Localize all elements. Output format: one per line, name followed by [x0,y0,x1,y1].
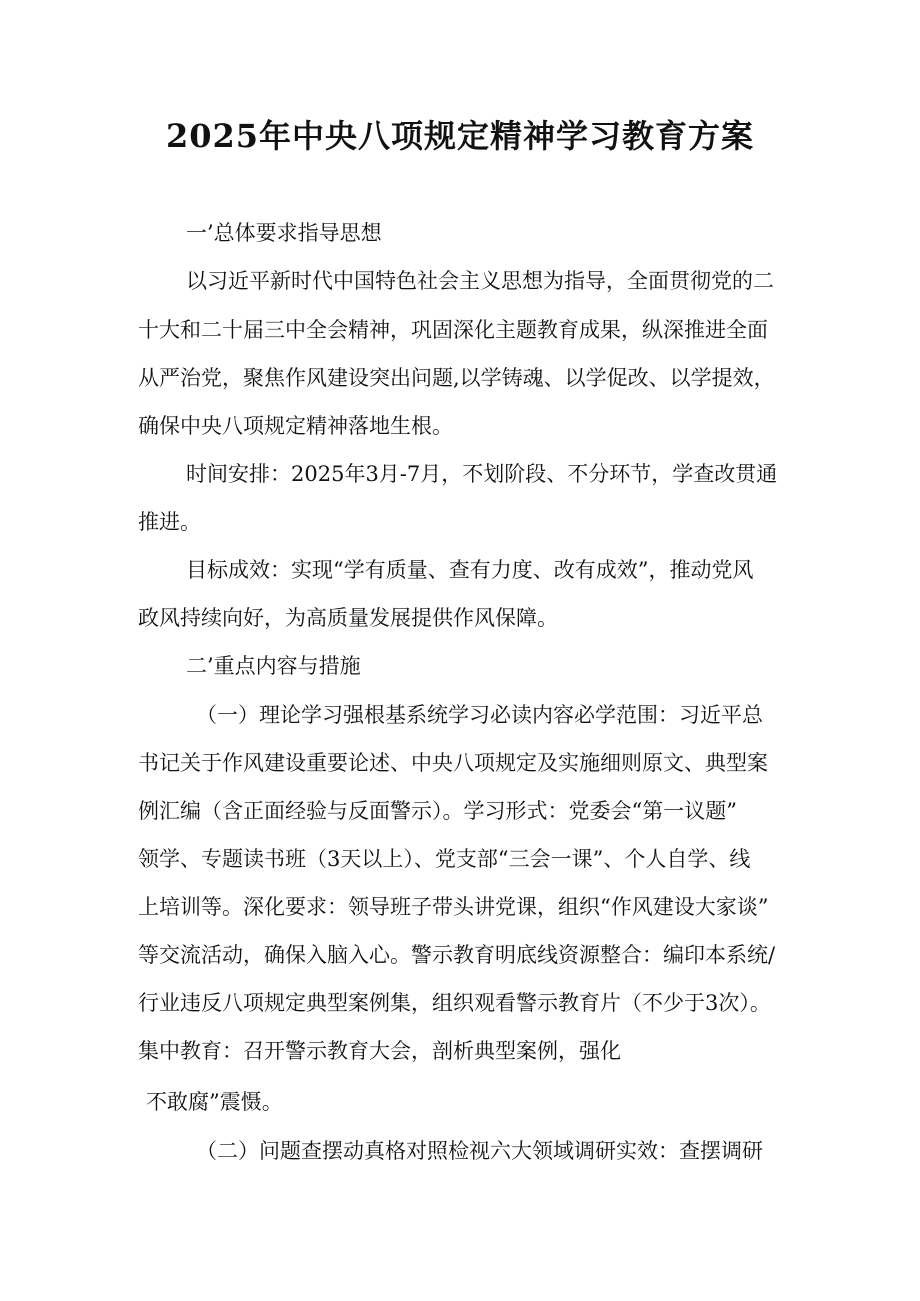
paragraph-line: 目标成效：实现“学有质量、查有力度、改有成效”，推动党风 [186,558,754,582]
document-title: 2025年中央八项规定精神学习教育方案 [165,117,755,155]
section-heading-2: 二’重点内容与措施 [186,654,361,678]
paragraph-line: 上培训等。深化要求：领导班子带头讲党课，组织“作风建设大家谈” [138,895,769,919]
paragraph-line: 不敢腐”震慑。 [146,1090,283,1114]
paragraph-line: 时间安排：2025年3月-7月，不划阶段、不分环节，学查改贯通 [186,462,778,486]
paragraph-line: （二）问题查摆动真格对照检视六大领域调研实效：查摆调研 [196,1139,763,1163]
paragraph-line: 领学、专题读书班（3天以上）、党支部“三会一课”、个人自学、线 [138,847,751,871]
paragraph-line: 从严治党，聚焦作风建设突出问题,以学铸魂、以学促改、以学提效， [138,366,775,390]
paragraph-line: 推进。 [138,510,201,534]
paragraph-line: 等交流活动，确保入脑入心。警示教育明底线资源整合：编印本系统/ [138,943,776,967]
paragraph-line: 例汇编（含正面经验与反面警示）。学习形式：党委会“第一议题” [138,799,737,823]
section-heading-1: 一’总体要求指导思想 [186,221,382,245]
paragraph-line: 确保中央八项规定精神落地生根。 [138,414,453,438]
paragraph-line: 政风持续向好，为高质量发展提供作风保障。 [138,606,558,630]
paragraph-line: 书记关于作风建设重要论述、中央八项规定及实施细则原文、典型案 [138,751,768,775]
paragraph-line: 行业违反八项规定典型案例集，组织观看警示教育片（不少于3次）。 [138,991,771,1015]
paragraph-line: 十大和二十届三中全会精神，巩固深化主题教育成果，纵深推进全面 [138,318,768,342]
paragraph-line: 以习近平新时代中国特色社会主义思想为指导，全面贯彻党的二 [186,269,774,293]
paragraph-line: 集中教育：召开警示教育大会，剖析典型案例，强化 [138,1039,621,1063]
paragraph-line: （一）理论学习强根基系统学习必读内容必学范围：习近平总 [196,703,763,727]
